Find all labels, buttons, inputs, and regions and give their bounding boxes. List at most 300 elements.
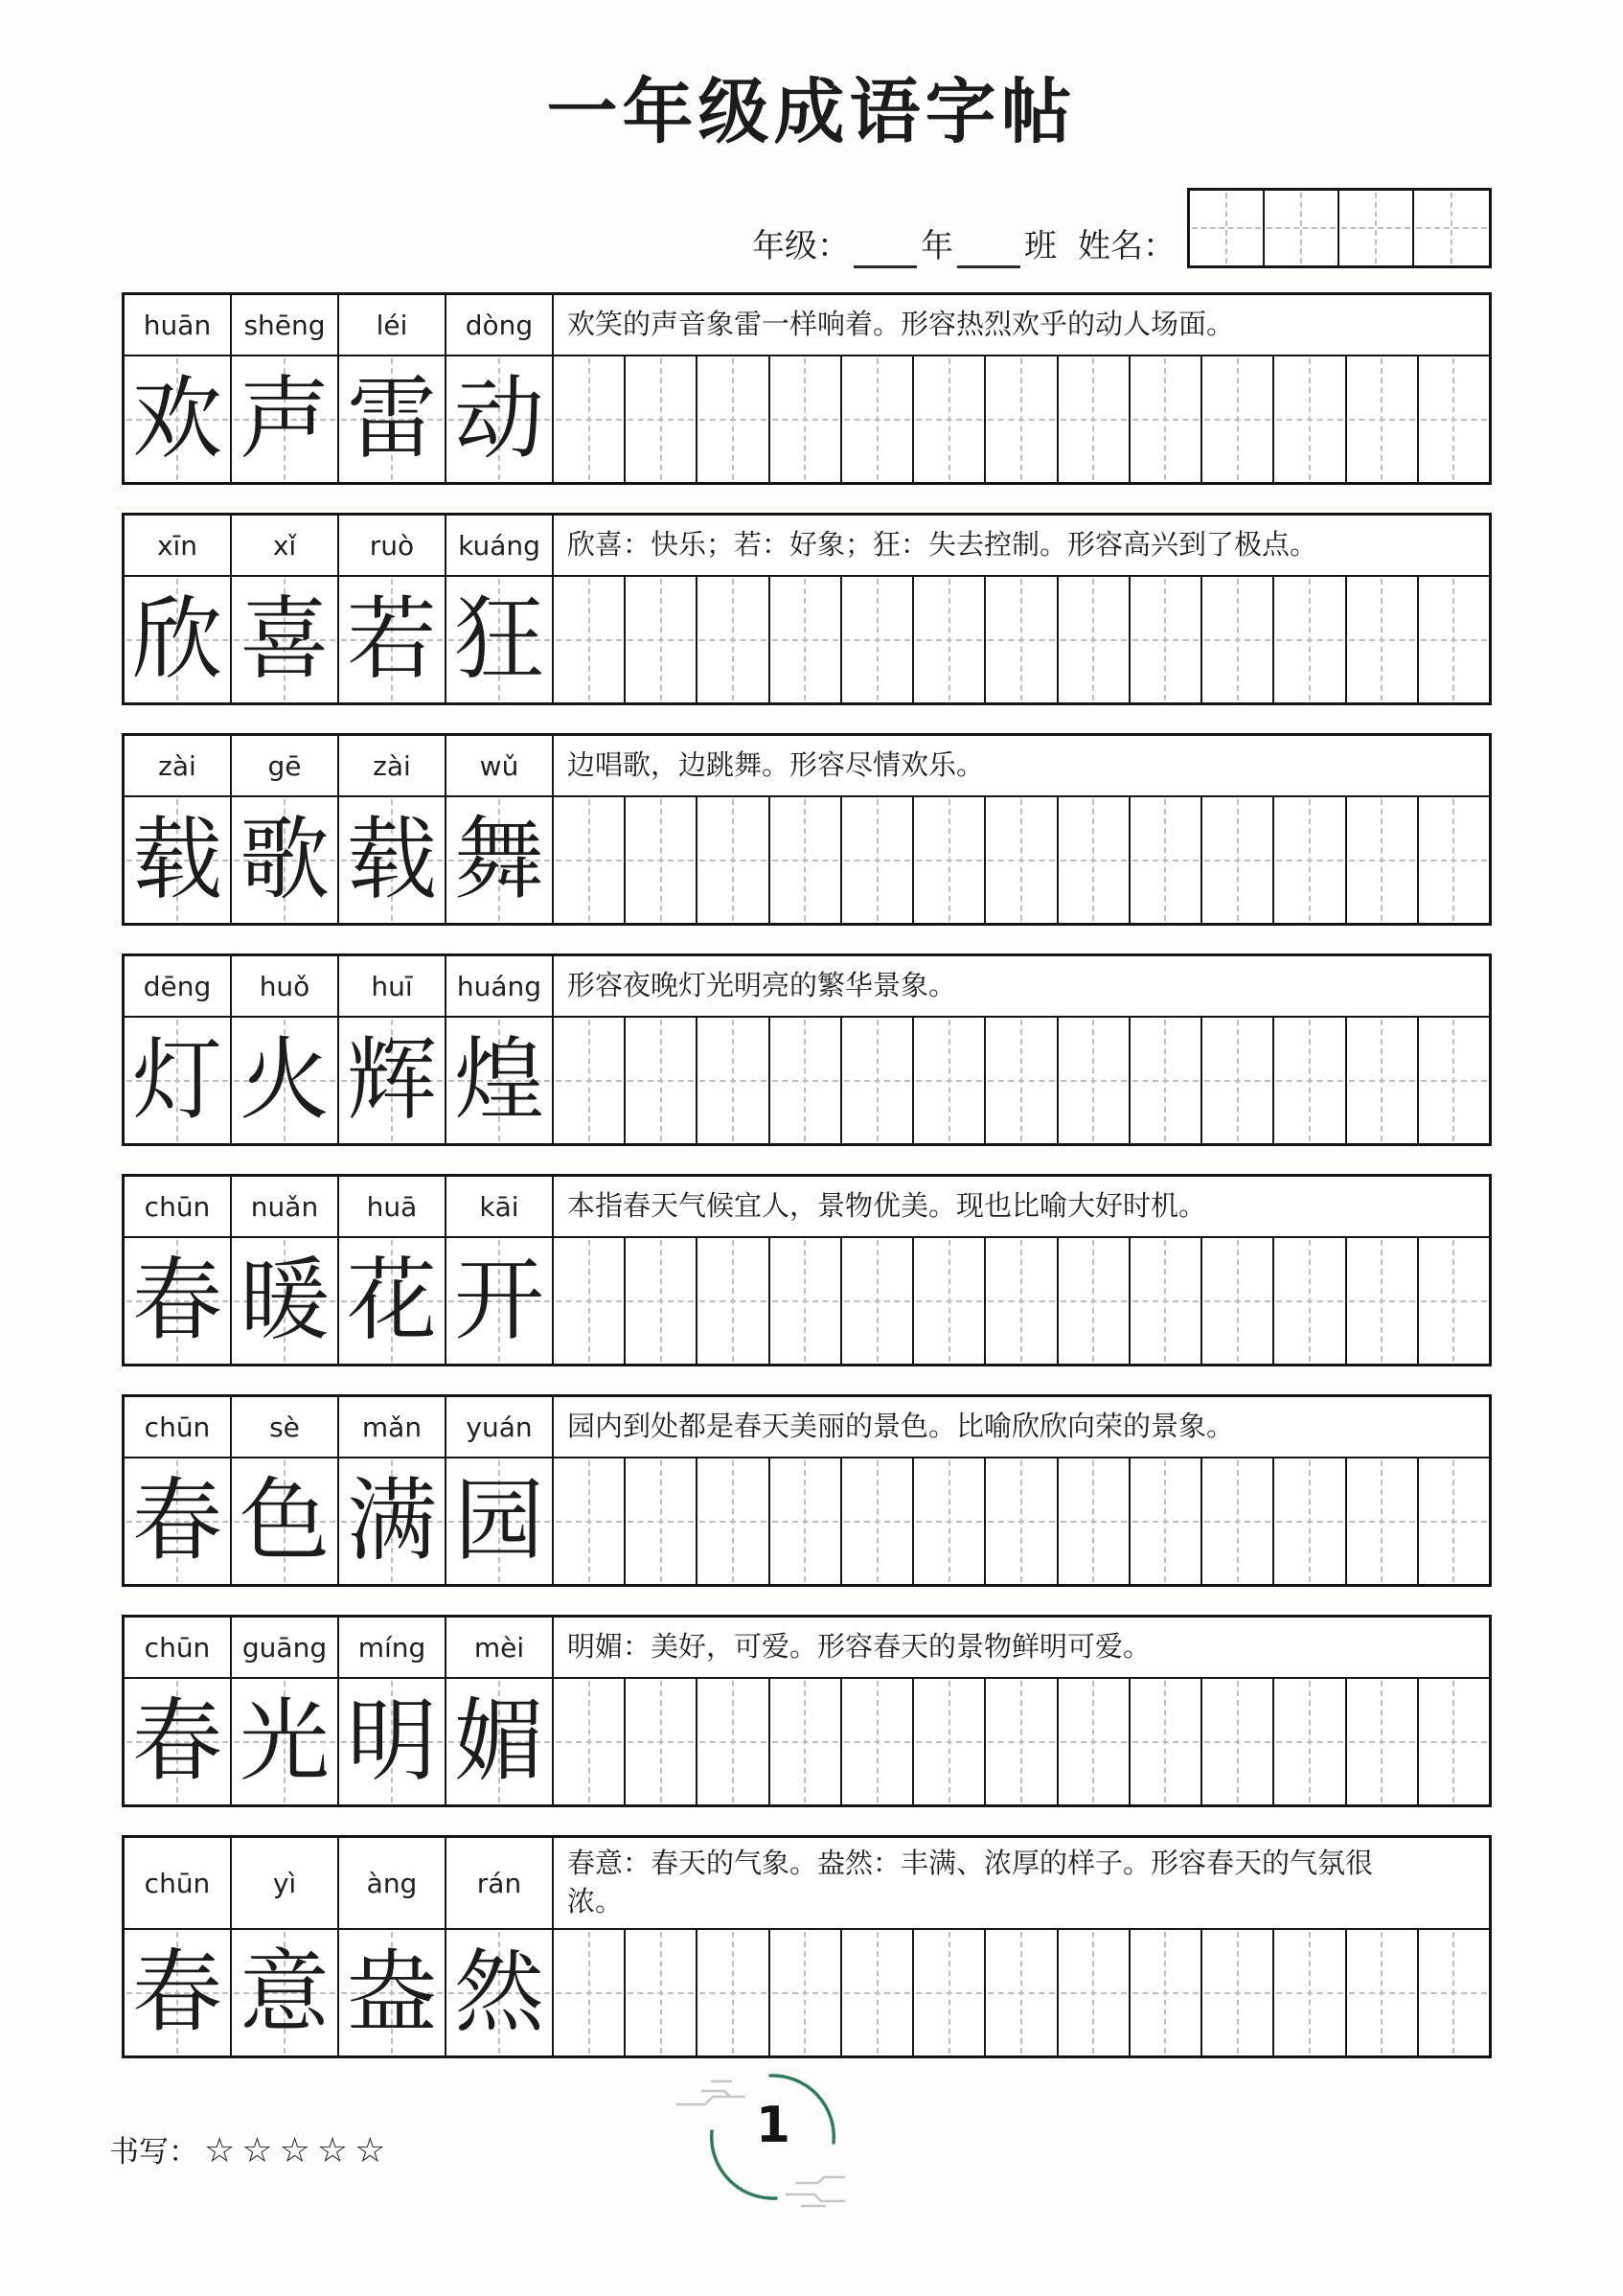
empty-practice-cell [914,1930,986,2055]
horizontal-guide-line [1421,419,1487,421]
empty-practice-cell [842,356,914,482]
name-grid-cell [1414,191,1489,265]
horizontal-guide-line [1204,1080,1270,1082]
idiom-character: 暖 [239,1251,330,1351]
horizontal-guide-line [1132,1300,1199,1302]
pinyin-cell: yì [232,1838,339,1928]
character-cell [125,1238,232,1364]
horizontal-guide-line [1061,860,1127,861]
empty-practice-cell [770,1018,842,1143]
empty-practice-cell [554,356,626,482]
empty-practice-cell [1131,1238,1202,1364]
empty-practice-cell [1131,1679,1202,1804]
horizontal-guide-line [1276,1992,1342,1994]
pinyin-cell: xǐ [232,516,339,575]
idiom-character: 色 [239,1471,330,1572]
pinyin-cell: ruò [339,516,446,575]
empty-practice-cell [1274,1238,1346,1364]
horizontal-guide-line [699,639,766,641]
horizontal-guide-line [699,1080,766,1082]
pinyin-cell: wǔ [446,736,554,795]
character-cell [232,1238,339,1364]
pinyin-cell: chūn [125,1397,232,1457]
page-number: 1 [755,2097,791,2154]
explanation-text: 形容夜晚灯光明亮的繁华景象。 [567,971,957,1001]
empty-practice-cell [626,1238,697,1364]
horizontal-guide-line [556,1300,622,1302]
explanation-text: 春意：春天的气象。盎然：丰满、浓厚的样子。形容春天的气氛很浓。 [567,1848,1374,1917]
character-cell [125,1930,232,2055]
explanation-text: 明媚：美好，可爱。形容春天的景物鲜明可爱。 [567,1632,1152,1663]
empty-practice-cell [626,577,697,702]
pinyin-cell: chūn [125,1618,232,1677]
empty-practice-cell [986,577,1058,702]
character-cell [339,356,446,482]
pinyin-and-explanation-row [125,1177,1489,1238]
pinyin-cell: léi [339,295,446,355]
explanation-text: 本指春天气候宜人，景物优美。现也比喻大好时机。 [567,1191,1207,1222]
pinyin-cell: huā [339,1177,446,1236]
pinyin-cell: huī [339,956,446,1016]
horizontal-guide-line [628,860,694,861]
character-cell [125,1018,232,1143]
character-cell [232,1679,339,1804]
explanation-text: 园内到处都是春天美丽的景色。比喻欣欣向荣的景象。 [567,1412,1235,1442]
horizontal-guide-line [1349,1521,1415,1523]
character-cell [339,1238,446,1364]
explanation-cell [554,736,1489,795]
empty-practice-cell [986,1930,1058,2055]
writing-practice-row [125,356,1489,482]
horizontal-guide-line [988,1992,1054,1994]
page-footer [105,2070,1518,2271]
empty-practice-cell [842,577,914,702]
horizontal-guide-line [1132,1521,1199,1523]
pinyin-cell: kuáng [446,516,554,575]
empty-practice-cell [914,1238,986,1364]
empty-practice-cell [697,1458,769,1584]
horizontal-guide-line [699,1741,766,1743]
horizontal-guide-line [1132,639,1199,641]
empty-practice-cell [1274,1679,1346,1804]
horizontal-guide-line [1349,639,1415,641]
idiom-character: 载 [346,810,437,910]
horizontal-guide-line [844,1521,910,1523]
horizontal-guide-line [1341,227,1410,229]
horizontal-guide-line [916,419,982,421]
empty-practice-cell [1059,356,1131,482]
pinyin-cell: dēng [125,956,232,1016]
empty-practice-cell [842,1458,914,1584]
empty-practice-cell [1347,1930,1419,2055]
class-label: 班 [1024,229,1057,264]
empty-practice-cell [1347,1458,1419,1584]
character-cell [446,577,554,702]
horizontal-guide-line [1276,1521,1342,1523]
character-cell [125,1679,232,1804]
empty-practice-cell [1131,1930,1202,2055]
cloud-motif-bottom-right [786,2177,845,2206]
empty-practice-cell [842,1018,914,1143]
pinyin-cell: rán [446,1838,554,1928]
empty-practice-cell [1274,356,1346,482]
empty-practice-cell [842,797,914,923]
empty-practice-cell [1202,577,1274,702]
horizontal-guide-line [1192,227,1261,229]
character-cell [446,1238,554,1364]
empty-practice-cell [1419,1458,1489,1584]
empty-practice-cell [1419,1238,1489,1364]
pinyin-and-explanation-row [125,736,1489,797]
empty-practice-cell [626,1930,697,2055]
empty-practice-cell [770,356,842,482]
horizontal-guide-line [556,1741,622,1743]
explanation-text: 欢笑的声音象雷一样响着。形容热烈欢乎的动人场面。 [567,310,1235,340]
idiom-character: 欢 [131,369,222,470]
idiom-character: 光 [239,1691,330,1792]
empty-practice-cell [697,577,769,702]
empty-practice-cell [1059,577,1131,702]
explanation-cell [554,1177,1489,1236]
explanation-cell [554,1397,1489,1457]
horizontal-guide-line [844,1080,910,1082]
empty-practice-cell [914,1679,986,1804]
horizontal-guide-line [916,1521,982,1523]
character-cell [232,577,339,702]
idiom-character: 欣 [131,589,222,690]
horizontal-guide-line [1267,227,1336,229]
horizontal-guide-line [1204,1521,1270,1523]
character-cell [232,1018,339,1143]
empty-practice-cell [626,356,697,482]
empty-practice-cell [986,356,1058,482]
empty-practice-cell [1347,797,1419,923]
empty-practice-cell [697,1930,769,2055]
character-cell [339,1458,446,1584]
empty-practice-cell [1347,356,1419,482]
empty-practice-cell [554,1679,626,1804]
horizontal-guide-line [1349,1741,1415,1743]
character-cell [125,797,232,923]
horizontal-guide-line [1132,1080,1199,1082]
pinyin-cell: mǎn [339,1397,446,1457]
pinyin-cell: kāi [446,1177,554,1236]
grade-label: 年级： [752,229,850,264]
pinyin-cell: gē [232,736,339,795]
horizontal-guide-line [1132,419,1199,421]
name-label: 姓名： [1078,229,1176,264]
horizontal-guide-line [1061,1521,1127,1523]
empty-practice-cell [1419,1930,1489,2055]
horizontal-guide-line [1204,1741,1270,1743]
pinyin-cell: yuán [446,1397,554,1457]
writing-practice-row [125,1458,1489,1584]
horizontal-guide-line [916,860,982,861]
character-cell [339,577,446,702]
idiom-character: 舞 [453,810,544,910]
pinyin-cell: chūn [125,1177,232,1236]
idiom-character: 灯 [131,1030,222,1131]
empty-practice-cell [626,1018,697,1143]
horizontal-guide-line [1421,1741,1487,1743]
empty-practice-cell [986,1238,1058,1364]
empty-practice-cell [1419,797,1489,923]
empty-practice-cell [1202,797,1274,923]
pinyin-cell: dòng [446,295,554,355]
horizontal-guide-line [916,639,982,641]
character-cell [125,1458,232,1584]
pinyin-cell: guāng [232,1618,339,1677]
pinyin-and-explanation-row [125,516,1489,577]
horizontal-guide-line [556,639,622,641]
empty-practice-cell [914,1018,986,1143]
character-cell [446,1930,554,2055]
empty-practice-cell [1419,1018,1489,1143]
horizontal-guide-line [1276,419,1342,421]
idiom-character: 媚 [453,1691,544,1792]
writing-practice-row [125,1930,1489,2055]
pinyin-cell: sè [232,1397,339,1457]
horizontal-guide-line [1349,1300,1415,1302]
horizontal-guide-line [1349,1080,1415,1082]
empty-practice-cell [1202,1018,1274,1143]
pinyin-cell: huān [125,295,232,355]
idiom-block [122,1835,1492,2058]
writing-practice-row [125,1018,1489,1143]
idiom-character: 春 [131,1691,222,1792]
pinyin-and-explanation-row [125,295,1489,356]
horizontal-guide-line [844,1992,910,1994]
pinyin-and-explanation-row [125,1397,1489,1458]
empty-practice-cell [1202,1679,1274,1804]
horizontal-guide-line [556,1992,622,1994]
horizontal-guide-line [628,419,694,421]
horizontal-guide-line [1421,1080,1487,1082]
empty-practice-cell [1419,356,1489,482]
explanation-cell [554,1838,1489,1928]
horizontal-guide-line [628,1080,694,1082]
idiom-character: 歌 [239,810,330,910]
idiom-blocks-container [122,292,1492,2086]
horizontal-guide-line [844,860,910,861]
horizontal-guide-line [1061,639,1127,641]
empty-practice-cell [554,1930,626,2055]
idiom-character: 明 [346,1691,437,1792]
horizontal-guide-line [1421,1300,1487,1302]
empty-practice-cell [1131,356,1202,482]
horizontal-guide-line [844,639,910,641]
pinyin-cell: míng [339,1618,446,1677]
empty-practice-cell [1274,797,1346,923]
horizontal-guide-line [1061,1080,1127,1082]
horizontal-guide-line [1204,419,1270,421]
idiom-block [122,1615,1492,1807]
empty-practice-cell [697,1679,769,1804]
character-cell [446,356,554,482]
empty-practice-cell [1419,1679,1489,1804]
horizontal-guide-line [1061,419,1127,421]
idiom-character: 花 [346,1251,437,1351]
name-grid-cell [1190,191,1265,265]
horizontal-guide-line [699,1521,766,1523]
empty-practice-cell [1059,1458,1131,1584]
empty-practice-cell [914,797,986,923]
horizontal-guide-line [1204,639,1270,641]
character-cell [232,1930,339,2055]
empty-practice-cell [554,1458,626,1584]
name-writing-grid [1187,188,1492,268]
empty-practice-cell [1419,577,1489,702]
horizontal-guide-line [988,1741,1054,1743]
empty-practice-cell [1059,1018,1131,1143]
pinyin-cell: huáng [446,956,554,1016]
horizontal-guide-line [1416,227,1487,229]
idiom-character: 园 [453,1471,544,1572]
horizontal-guide-line [1421,1992,1487,1994]
empty-practice-cell [914,577,986,702]
idiom-character: 载 [131,810,222,910]
empty-practice-cell [986,1679,1058,1804]
horizontal-guide-line [1132,1992,1199,1994]
pinyin-cell: àng [339,1838,446,1928]
empty-practice-cell [1202,356,1274,482]
grade-blank-line [854,230,917,268]
pinyin-cell: mèi [446,1618,554,1677]
empty-practice-cell [770,1930,842,2055]
empty-practice-cell [986,1458,1058,1584]
idiom-character: 辉 [346,1030,437,1131]
empty-practice-cell [770,797,842,923]
horizontal-guide-line [699,1992,766,1994]
horizontal-guide-line [699,419,766,421]
horizontal-guide-line [556,860,622,861]
idiom-block [122,292,1492,485]
idiom-character: 雷 [346,369,437,470]
empty-practice-cell [1202,1238,1274,1364]
writing-rating [109,2127,392,2170]
character-cell [125,577,232,702]
horizontal-guide-line [1061,1300,1127,1302]
empty-practice-cell [1059,1930,1131,2055]
idiom-block [122,1174,1492,1366]
explanation-cell [554,1618,1489,1677]
horizontal-guide-line [844,419,910,421]
horizontal-guide-line [772,419,838,421]
horizontal-guide-line [772,1080,838,1082]
pinyin-and-explanation-row [125,1838,1489,1930]
student-info-row [752,188,1492,268]
empty-practice-cell [554,1018,626,1143]
horizontal-guide-line [1421,860,1487,861]
horizontal-guide-line [628,1741,694,1743]
empty-practice-cell [1131,1458,1202,1584]
empty-practice-cell [626,797,697,923]
explanation-text: 边唱歌，边跳舞。形容尽情欢乐。 [567,750,985,781]
idiom-character: 然 [453,1942,544,2043]
horizontal-guide-line [1276,860,1342,861]
horizontal-guide-line [1276,1080,1342,1082]
empty-practice-cell [914,1458,986,1584]
empty-practice-cell [554,577,626,702]
idiom-block [122,513,1492,705]
empty-practice-cell [1347,1018,1419,1143]
horizontal-guide-line [1276,1741,1342,1743]
empty-practice-cell [697,797,769,923]
horizontal-guide-line [1349,860,1415,861]
explanation-cell [554,956,1489,1016]
rating-label: 书写： [109,2135,198,2169]
empty-practice-cell [1202,1458,1274,1584]
writing-practice-row [125,1238,1489,1364]
horizontal-guide-line [628,1300,694,1302]
horizontal-guide-line [1204,1300,1270,1302]
idiom-character: 春 [131,1471,222,1572]
empty-practice-cell [986,1018,1058,1143]
empty-practice-cell [842,1238,914,1364]
pinyin-and-explanation-row [125,1618,1489,1679]
empty-practice-cell [1202,1930,1274,2055]
idiom-character: 意 [239,1942,330,2043]
character-cell [446,1679,554,1804]
empty-practice-cell [1347,577,1419,702]
pinyin-and-explanation-row [125,956,1489,1018]
idiom-block [122,733,1492,926]
character-cell [125,356,232,482]
idiom-block [122,953,1492,1146]
character-cell [446,797,554,923]
horizontal-guide-line [556,1521,622,1523]
horizontal-guide-line [988,639,1054,641]
horizontal-guide-line [556,419,622,421]
character-cell [232,1458,339,1584]
empty-practice-cell [1274,1018,1346,1143]
empty-practice-cell [626,1458,697,1584]
character-cell [339,1930,446,2055]
empty-practice-cell [1059,797,1131,923]
horizontal-guide-line [772,860,838,861]
idiom-character: 火 [239,1030,330,1131]
year-label: 年 [921,229,953,264]
empty-practice-cell [770,1238,842,1364]
horizontal-guide-line [844,1741,910,1743]
pinyin-cell: shēng [232,295,339,355]
pinyin-cell: zài [125,736,232,795]
horizontal-guide-line [699,1300,766,1302]
horizontal-guide-line [628,639,694,641]
horizontal-guide-line [772,1521,838,1523]
horizontal-guide-line [916,1992,982,1994]
character-cell [339,1018,446,1143]
empty-practice-cell [770,1679,842,1804]
horizontal-guide-line [988,419,1054,421]
writing-practice-row [125,1679,1489,1804]
rating-stars: ☆☆☆☆☆ [204,2131,393,2170]
page-number-decoration [673,2041,874,2233]
horizontal-guide-line [1061,1992,1127,1994]
empty-practice-cell [1347,1679,1419,1804]
pinyin-cell: nuǎn [232,1177,339,1236]
horizontal-guide-line [772,1300,838,1302]
idiom-character: 声 [239,369,330,470]
character-cell [339,1679,446,1804]
idiom-character: 若 [346,589,437,690]
idiom-character: 满 [346,1471,437,1572]
idiom-character: 盎 [346,1942,437,2043]
horizontal-guide-line [1061,1741,1127,1743]
horizontal-guide-line [1132,860,1199,861]
empty-practice-cell [554,1238,626,1364]
empty-practice-cell [697,1018,769,1143]
